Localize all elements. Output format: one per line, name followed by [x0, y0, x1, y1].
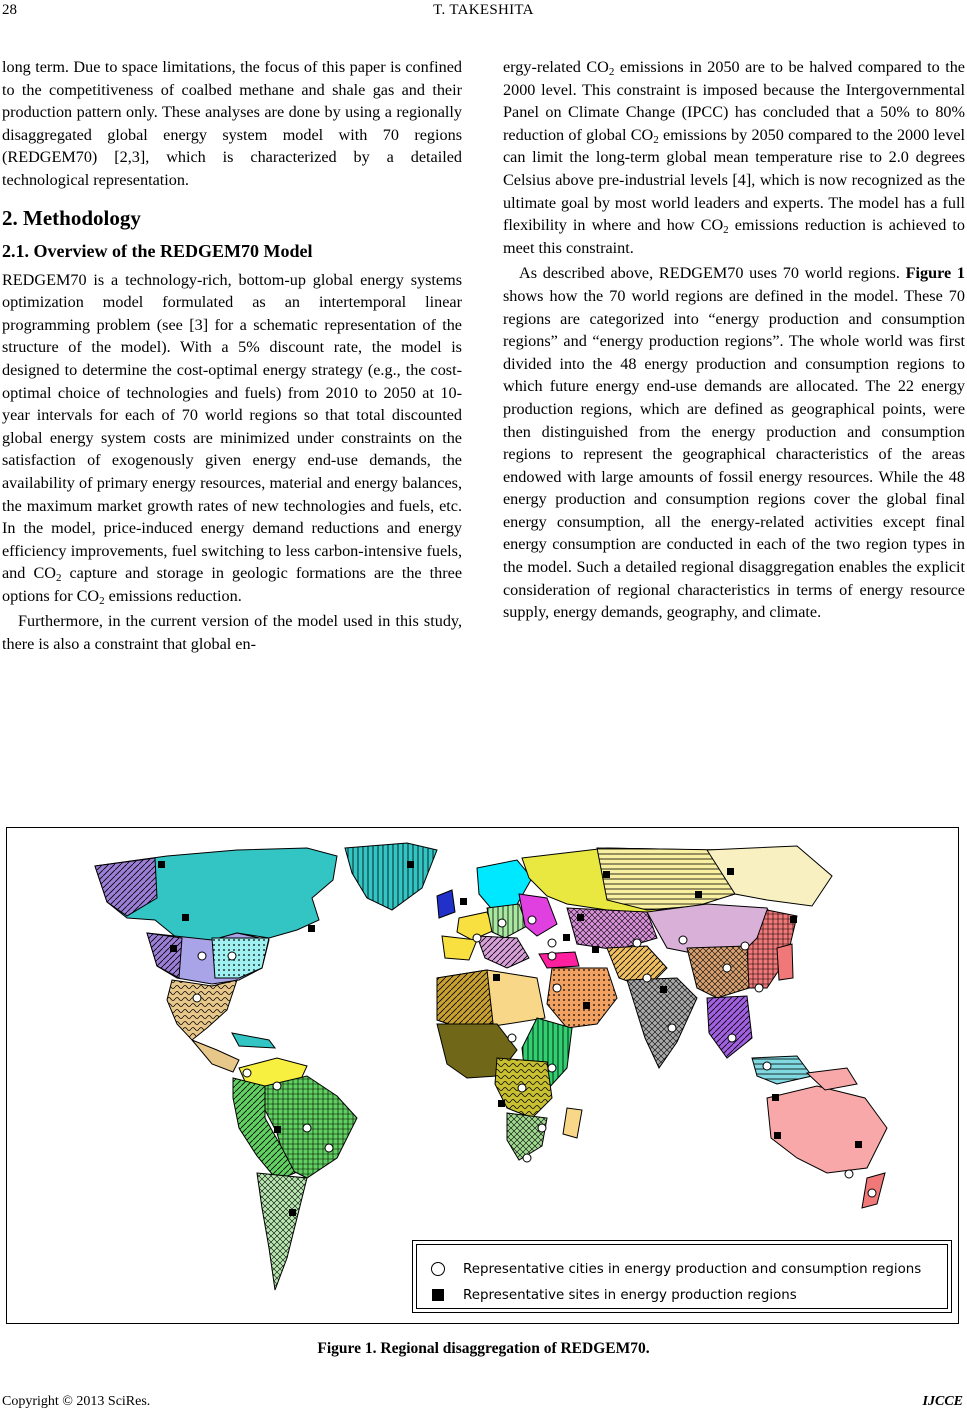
- journal-name: IJCCE: [922, 1394, 963, 1409]
- city-marker: [325, 1144, 333, 1152]
- city-marker: [763, 1062, 771, 1070]
- production-site-marker: [592, 946, 599, 953]
- production-site-marker: [158, 861, 165, 868]
- south-america: [233, 1058, 357, 1290]
- figure-1: [6, 827, 959, 1324]
- city-marker: [243, 1069, 251, 1077]
- city-marker: [845, 1170, 853, 1178]
- production-site-marker: [498, 1100, 505, 1107]
- production-site-marker: [170, 945, 177, 952]
- running-title: T. TAKESHITA: [433, 2, 534, 18]
- constraint-paragraph: Furthermore, in the current version of the model used in this study, there is also a constraint that global en-: [2, 612, 462, 654]
- running-head: [0, 0, 967, 24]
- open-circle-icon: [431, 1262, 445, 1276]
- city-marker: [228, 952, 236, 960]
- city-marker: [679, 936, 687, 944]
- production-site-marker: [407, 861, 414, 868]
- city-marker: [548, 952, 556, 960]
- figure-1-reference[interactable]: Figure 1: [905, 264, 965, 283]
- city-marker: [755, 984, 763, 992]
- emissions-constraint-paragraph: ergy-related $CO_2$ emissions in 2050 are to be halved compared to the 2000 level. This constraint is imposed because the Intergovernmental Panel on Climate Change (IPCC) has concluded that a 50% to 80% reduction of global $CO_2$ emissions by 2050 compared to the 2000 level can limit the long-term global mean temperature rise to 2.0 degrees Celsius above pre-industrial levels [4], which is now recognized as the ultimate goal by most world leaders and experts. The model has a full flexibility in where and how $CO_2$ emissions reduction is achieved to meet this constraint.: [503, 58, 966, 257]
- city-marker: [668, 1024, 676, 1032]
- city-marker: [548, 1064, 556, 1072]
- city-marker: [553, 984, 561, 992]
- production-site-marker: [774, 1132, 781, 1139]
- city-marker: [538, 1124, 546, 1132]
- city-marker: [548, 939, 556, 947]
- subsection-title: 2.1. Overview of the REDGEM70 Model: [2, 240, 313, 261]
- regions-paragraph: As described above, REDGEM70 uses 70 world regions. Figure 1 shows how the 70 world regions are defined in the model. These 70 regions are categorized into “energy production and consumption regions” and “energy production regions”. The whole world was first divided into the 48 energy production and consumption regions to which future energy end-use demands are allocated. The 22 energy production regions, which are defined as geographical points, were then distinguished from the energy production and consumption regions to represent the geographical characteristics of the areas endowed with large amounts of fossil energy resources. While the 48 energy production and consumption regions cover the global final energy consumption, all the energy-related activities except final energy consumption are conducted in each of the two region types in the model. Such a detailed regional disaggregation enables the explicit consideration of regional characteristics in terms of energy resource supply, energy demands, geography, and climate.: [503, 264, 965, 622]
- filled-square-icon: [432, 1289, 444, 1301]
- city-marker: [198, 952, 206, 960]
- city-marker: [498, 919, 506, 927]
- production-site-marker: [583, 1002, 590, 1009]
- map-legend: [412, 1240, 952, 1313]
- city-marker: [473, 934, 481, 942]
- legend-item-sites: [429, 1285, 797, 1305]
- production-site-marker: [695, 891, 702, 898]
- city-marker: [868, 1189, 876, 1197]
- production-site-marker: [460, 898, 467, 905]
- city-marker: [633, 939, 641, 947]
- city-marker: [273, 1082, 281, 1090]
- production-site-marker: [772, 1094, 779, 1101]
- production-site-marker: [660, 986, 667, 993]
- section-title: 2. Methodology: [2, 205, 141, 230]
- page-number: 28: [2, 2, 17, 18]
- production-site-marker: [274, 1126, 281, 1133]
- production-site-marker: [182, 914, 189, 921]
- production-site-marker: [855, 1141, 862, 1148]
- legend-label-cities: Representative cities in energy production and consumption regions: [463, 1261, 922, 1277]
- production-site-marker: [603, 871, 610, 878]
- city-marker: [728, 1034, 736, 1042]
- city-marker: [193, 994, 201, 1002]
- north-america: [95, 848, 337, 1072]
- city-marker: [723, 964, 731, 972]
- figure-caption: Figure 1. Regional disaggregation of REDGEM70.: [317, 1340, 650, 1357]
- production-site-marker: [790, 916, 797, 923]
- legend-label-sites: Representative sites in energy production regions: [463, 1287, 797, 1303]
- page-footer: [0, 1394, 967, 1414]
- left-column: [2, 56, 462, 656]
- australia: [767, 1086, 887, 1173]
- production-site-marker: [563, 934, 570, 941]
- city-marker: [528, 916, 536, 924]
- city-marker: [508, 1034, 516, 1042]
- model-overview-paragraph: REDGEM70 is a technology-rich, bottom-up global energy systems optimization model formulated as an intertemporal linear programming problem (see [3] for a schematic representation of the structure of the model). With a 5% discount rate, the model is designed to determine the cost-optimal energy strategy (e.g., the cost-optimal choice of technologies and fuels) from 2010 to 2050 at 10-year intervals for each of 70 world regions so that total discounted global energy system costs are minimized under constraints on the satisfaction of exogenously given energy end-use demands, the availability of primary energy resources, material and energy balances, the maximum market growth rates of new technologies and fuels, etc. In the model, price-induced energy demand reductions and energy efficiency improvements, fuel switching to less carbon-intensive fuels, and $CO_2$ capture and storage in geologic formations are the three options for $CO_2$ emissions reduction.: [2, 270, 462, 607]
- city-marker: [643, 974, 651, 982]
- city-marker: [523, 1154, 531, 1162]
- production-site-marker: [727, 868, 734, 875]
- production-site-marker: [289, 1209, 296, 1216]
- right-column: [503, 56, 965, 624]
- city-marker: [518, 1084, 526, 1092]
- city-marker: [741, 942, 749, 950]
- production-site-marker: [308, 925, 315, 932]
- production-site-marker: [577, 914, 584, 921]
- production-site-marker: [493, 974, 500, 981]
- intro-paragraph: long term. Due to space limitations, the focus of this paper is confined to the competitiveness of coalbed methane and shale gas and their production pattern only. These analyses are done by using a regionally disaggregated global energy system model with 70 regions (REDGEM70) [2,3], which is characterized by a detailed technological representation.: [2, 58, 462, 189]
- japan: [777, 944, 793, 980]
- copyright-notice: Copyright © 2013 SciRes.: [2, 1394, 151, 1409]
- city-marker: [303, 1124, 311, 1132]
- legend-item-cities: [429, 1259, 921, 1279]
